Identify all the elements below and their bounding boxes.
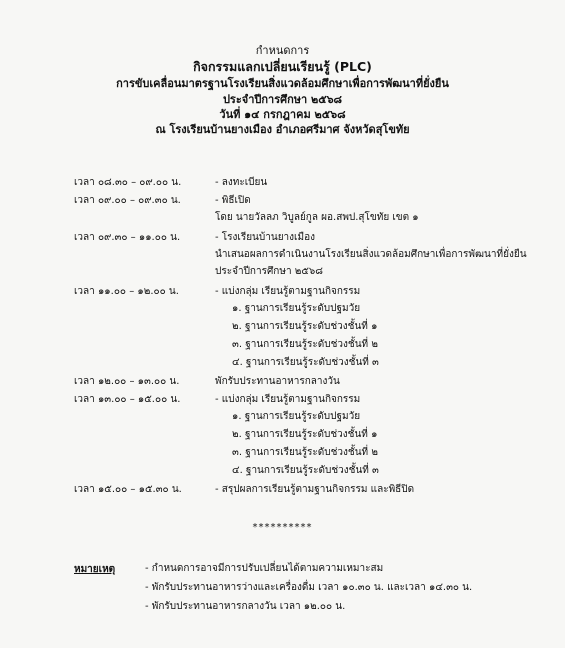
learning-station-item: ๓. ฐานการเรียนรู้ระดับช่วงชั้นที่ ๒: [232, 339, 378, 350]
activity-text: - แบ่งกลุ่ม เรียนรู้ตามฐานกิจกรรม: [215, 394, 361, 405]
time-slot: เวลา ๐๘.๓๐ – ๐๙.๐๐ น.: [74, 177, 182, 188]
activity-detail: ประจำปีการศึกษา ๒๕๖๘: [215, 266, 323, 277]
activity-text: - แบ่งกลุ่ม เรียนรู้ตามฐานกิจกรรม: [215, 286, 361, 297]
academic-year-line: ประจำปีการศึกษา ๒๕๖๘: [222, 93, 343, 106]
activity-detail: โดย นายวัลลภ วิบูลย์กูล ผอ.สพป.สุโขทัย เขต ๑: [215, 212, 419, 223]
activity-title: กิจกรรมแลกเปลี่ยนเรียนรู้ (PLC): [193, 59, 372, 74]
remark-item: - พักรับประทานอาหารว่างและเครื่องดื่ม เวลา ๑๐.๓๐ น. และเวลา ๑๔.๓๐ น.: [145, 582, 473, 593]
time-slot: เวลา ๐๙.๓๐ – ๑๑.๐๐ น.: [74, 232, 181, 243]
time-slot: เวลา ๑๓.๐๐ – ๑๕.๐๐ น.: [74, 394, 181, 405]
time-slot: เวลา ๑๑.๐๐ – ๑๒.๐๐ น.: [74, 286, 179, 297]
activity-detail: นำเสนอผลการดำเนินงานโรงเรียนสิ่งแวดล้อมศึกษาเพื่อการพัฒนาที่ยั่งยืน: [215, 249, 527, 260]
remark-item: - พักรับประทานอาหารกลางวัน เวลา ๑๒.๐๐ น.: [145, 601, 346, 612]
learning-station-item: ๒. ฐานการเรียนรู้ระดับช่วงชั้นที่ ๑: [232, 321, 378, 332]
time-slot: เวลา ๐๙.๐๐ – ๐๙.๓๐ น.: [74, 195, 181, 206]
learning-station-item: ๔. ฐานการเรียนรู้ระดับช่วงชั้นที่ ๓: [232, 465, 379, 476]
separator-stars: **********: [252, 522, 313, 533]
activity-text: พักรับประทานอาหารกลางวัน: [215, 376, 340, 387]
venue-line: ณ โรงเรียนบ้านยางเมือง อำเภอศรีมาศ จังหวัดสุโขทัย: [155, 123, 410, 136]
time-slot: เวลา ๑๕.๐๐ – ๑๕.๓๐ น.: [74, 484, 182, 495]
subject-line: การขับเคลื่อนมาตรฐานโรงเรียนสิ่งแวดล้อมศึกษาเพื่อการพัฒนาที่ยั่งยืน: [116, 77, 449, 90]
learning-station-item: ๓. ฐานการเรียนรู้ระดับช่วงชั้นที่ ๒: [232, 447, 378, 458]
remark-item: - กำหนดการอาจมีการปรับเปลี่ยนได้ตามความเหมาะสม: [145, 563, 384, 574]
remarks-label: หมายเหตุ: [74, 564, 116, 575]
activity-text: - สรุปผลการเรียนรู้ตามฐานกิจกรรม และพิธีปิด: [215, 484, 415, 495]
doc-heading: กำหนดการ: [255, 44, 310, 57]
time-slot: เวลา ๑๒.๐๐ – ๑๓.๐๐ น.: [74, 376, 180, 387]
activity-text: - พิธีเปิด: [215, 195, 251, 206]
learning-station-item: ๑. ฐานการเรียนรู้ระดับปฐมวัย: [232, 411, 361, 422]
learning-station-item: ๑. ฐานการเรียนรู้ระดับปฐมวัย: [232, 303, 361, 314]
learning-station-item: ๔. ฐานการเรียนรู้ระดับช่วงชั้นที่ ๓: [232, 357, 379, 368]
activity-text: - โรงเรียนบ้านยางเมือง: [215, 232, 315, 243]
learning-station-item: ๒. ฐานการเรียนรู้ระดับช่วงชั้นที่ ๑: [232, 429, 378, 440]
activity-text: - ลงทะเบียน: [215, 177, 268, 188]
date-line: วันที่ ๑๔ กรกฎาคม ๒๕๖๘: [219, 108, 346, 121]
